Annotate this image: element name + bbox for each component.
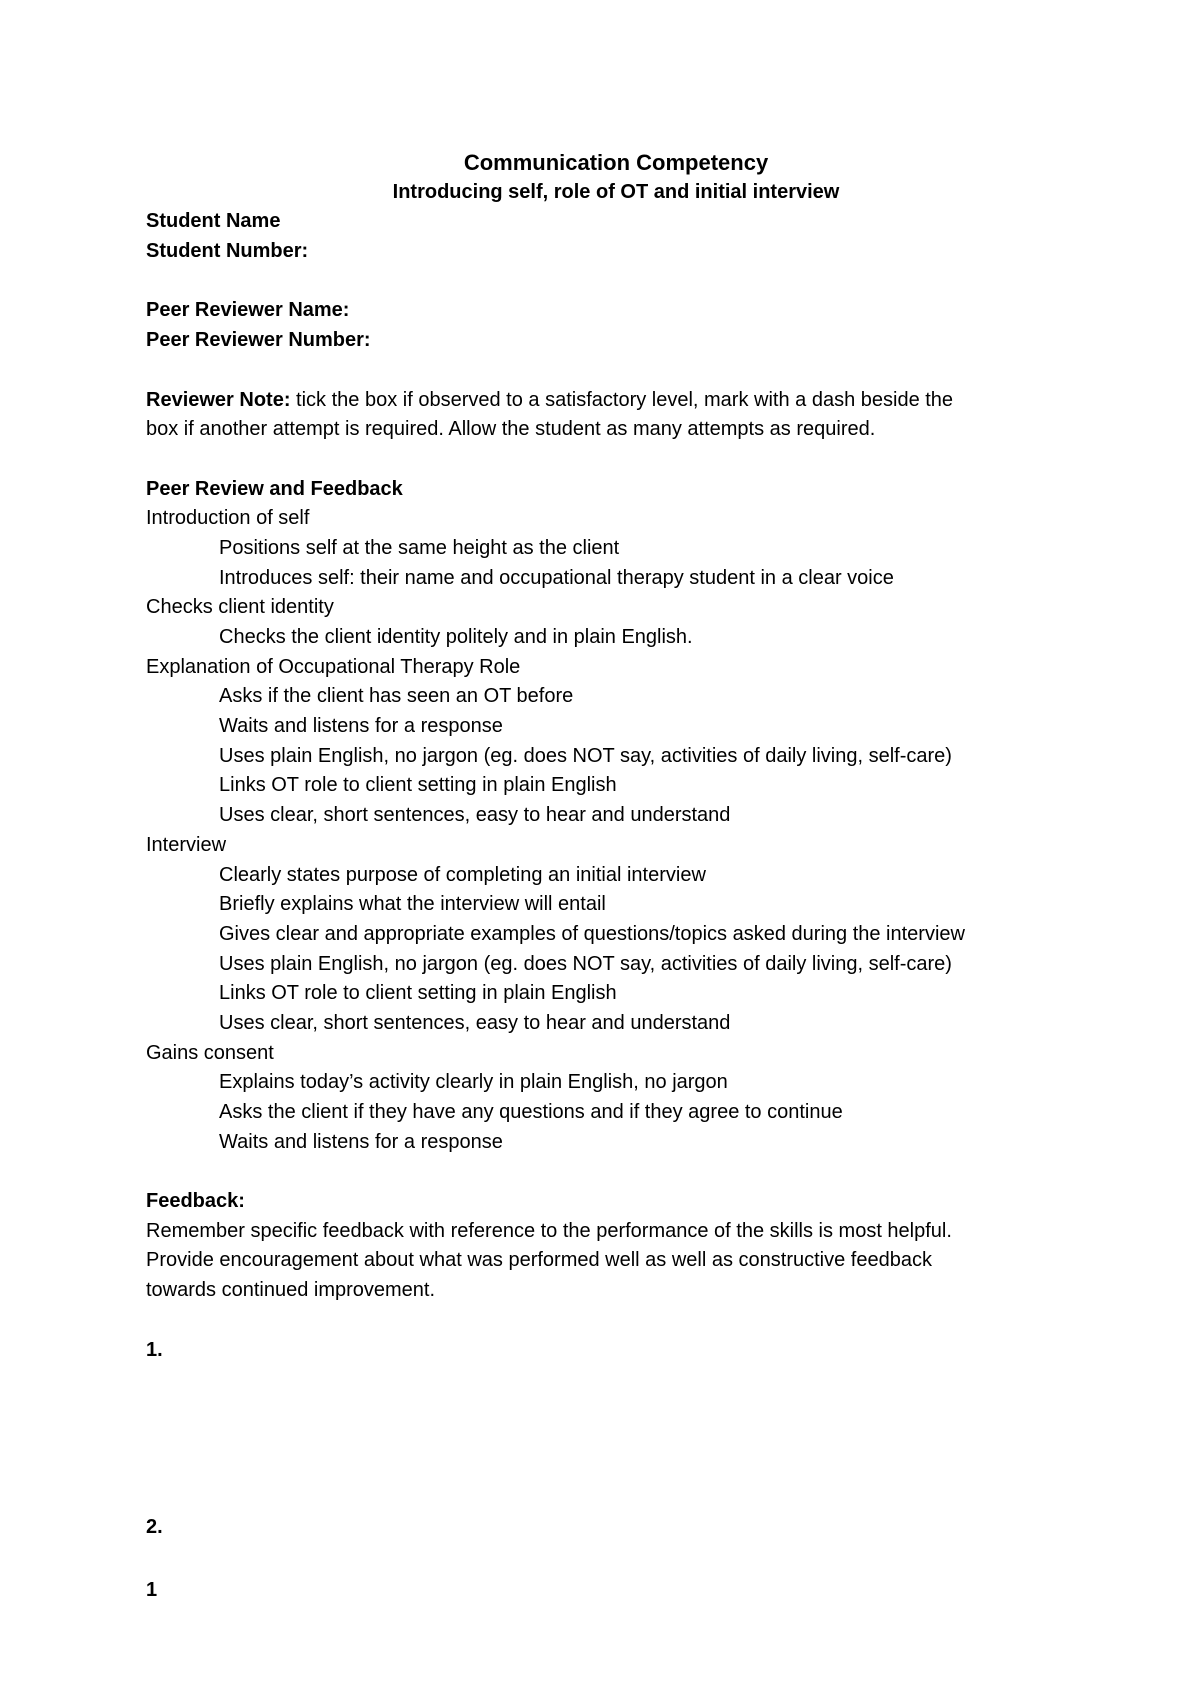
checklist-item: Explains today’s activity clearly in plain English, no jargon	[219, 1071, 728, 1094]
checklist-item: Waits and listens for a response	[219, 715, 503, 738]
reviewer-note-label: Reviewer Note:	[146, 388, 291, 411]
checklist-item: Asks the client if they have any questions and if they agree to continue	[219, 1101, 843, 1123]
checklist-item: Waits and listens for a response	[219, 1130, 503, 1153]
checklist-item: Uses plain English, no jargon (eg. does NOT say, activities of daily living, self-care)	[219, 744, 952, 767]
checklist-item: Uses clear, short sentences, easy to hear and understand	[219, 804, 731, 827]
student-number-label: Student Number:	[146, 240, 309, 263]
section-title-client-identity: Checks client identity	[146, 596, 334, 619]
checklist-item: Links OT role to client setting in plain English	[219, 982, 617, 1005]
section-title-interview: Interview	[146, 833, 227, 856]
checklist-item: Checks the client identity politely and in plain English.	[219, 626, 693, 648]
feedback-response-area	[146, 1365, 1086, 1513]
checklist-item: Briefly explains what the interview will entail	[219, 893, 606, 916]
spacer	[146, 267, 1086, 297]
reviewer-note-line-2: box if another attempt is required. Allow the student as many attempts as required.	[146, 418, 876, 441]
feedback-text-line: Remember specific feedback with reference to the performance of the skills is most helpful.	[146, 1219, 952, 1242]
checklist-item: Positions self at the same height as the client	[219, 536, 620, 559]
section-title-ot-role: Explanation of Occupational Therapy Role	[146, 655, 521, 678]
spacer	[146, 1157, 1086, 1187]
document-content	[146, 148, 1086, 1543]
spacer	[146, 356, 1086, 386]
peer-reviewer-name-label: Peer Reviewer Name:	[146, 299, 350, 322]
spacer	[146, 1306, 1086, 1336]
peer-review-heading: Peer Review and Feedback	[146, 477, 403, 500]
checklist-item: Asks if the client has seen an OT before	[219, 685, 574, 708]
peer-reviewer-number-label: Peer Reviewer Number:	[146, 329, 371, 352]
page-title: Communication Competency	[463, 150, 769, 175]
checklist-item: Links OT role to client setting in plain English	[219, 774, 617, 797]
feedback-text-line: towards continued improvement.	[146, 1279, 436, 1302]
reviewer-note-line-1	[146, 386, 1086, 416]
student-name-label: Student Name	[146, 210, 281, 233]
page-number: 1	[146, 1579, 158, 1601]
checklist-item: Introduces self: their name and occupational therapy student in a clear voice	[219, 566, 894, 589]
checklist-item: Clearly states purpose of completing an initial interview	[219, 863, 706, 886]
feedback-item-1: 1.	[146, 1338, 163, 1361]
section-title-consent: Gains consent	[146, 1041, 274, 1064]
section-title-introduction: Introduction of self	[146, 507, 310, 530]
checklist-item: Uses clear, short sentences, easy to hear and understand	[219, 1011, 731, 1034]
checklist-item: Gives clear and appropriate examples of questions/topics asked during the interview	[219, 922, 965, 945]
feedback-item-2: 2.	[146, 1516, 163, 1539]
page-subtitle: Introducing self, role of OT and initial interview	[392, 180, 840, 203]
checklist-item: Uses plain English, no jargon (eg. does NOT say, activities of daily living, self-care)	[219, 952, 952, 975]
spacer	[146, 445, 1086, 475]
reviewer-note-text: tick the box if observed to a satisfactory level, mark with a dash beside the	[290, 388, 954, 411]
feedback-text-line: Provide encouragement about what was performed well as well as constructive feedback	[146, 1249, 932, 1272]
feedback-heading: Feedback:	[146, 1190, 245, 1213]
